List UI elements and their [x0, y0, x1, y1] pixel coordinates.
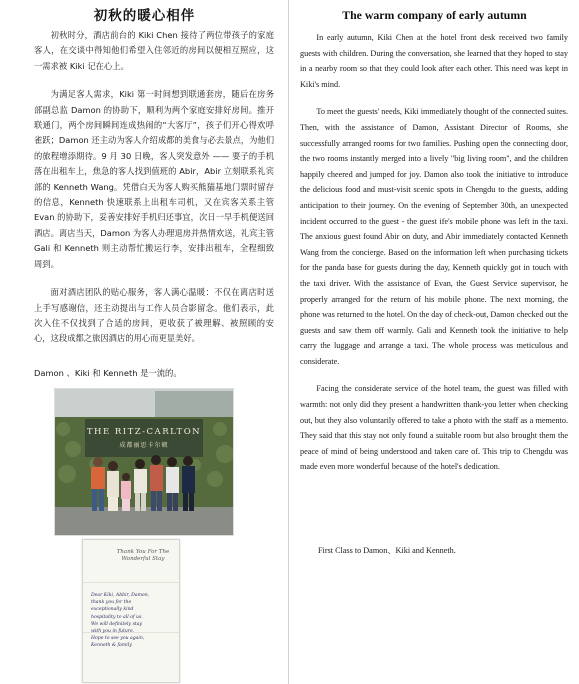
english-body	[300, 30, 568, 487]
letter-line: We will definitely stay	[91, 621, 143, 627]
thank-you-letter	[82, 539, 180, 683]
english-paragraph-1: In early autumn, Kiki Chen at the hotel front desk received two family guests with children. During the conversation, she learned that they hoped to stay in a nearby room so that they could look after each other. This need was kept in Kiki's mind.	[300, 33, 568, 89]
chinese-body	[34, 28, 274, 360]
group-photo	[54, 388, 234, 536]
letter-line: Hope to see you again,	[91, 636, 145, 642]
letter-line: Dear Kiki, Abbir, Damon,	[91, 593, 150, 598]
english-paragraph-2: To meet the guests' needs, Kiki immediately thought of the connected suites. Then, with the assistance of Damon, Assistant Director of Rooms, she successfully arranged rooms for two families. Pushing open the connecting door, the two rooms instantly merged into a lively "big living room", and the children happily cheered and jumped for joy. Damon also took the initiative to introduce the delicious food and must-visit scenic spots in Chengdu to the guests, adding anticipation to their journey. On the evening of September 30th, an unexpected incident occurred to the guest - the guest ife's mobile phone was left in the taxi. The anxious guest found Abir on duty, and Abir immediately contacted Kenneth Wang from the concierge. Based on the information left when purchasing tickets for the panda base for guests during the day, Kenneth quickly got in touch with the taxi driver. With the assistance of Evan, the Guest Service supervisor, he properly arranged for the return of his mobile phone. The next morning, the phone was returned to the hotel. On the day of check-out, Damon checked out the guests and saw them off warmly. Gali and Kenneth took the initiative to help carry the luggage and arrange a taxi. The whole process was meticulous and considerate.	[300, 107, 568, 366]
letter-line: with you in future.	[91, 629, 135, 635]
letter-line: hospitality to all of us.	[91, 614, 143, 620]
english-paragraph-3: Facing the considerate service of the hotel team, the guest was filled with warmth: not only did they present a handwritten thank-you letter when checking out, but they also voluntarily offered to take a photo with the staff as a memento. They said that this stay not only found a suitable room but also brought them the peace of mind of being understood and taken care of. This trip to Chengdu was made even more wonderful because of the hotel's dedication.	[300, 384, 568, 472]
chinese-paragraph-1: 初秋时分，酒店前台的 Kiki Chen 接待了两位带孩子的家庭客人，在交谈中得知他们希望入住邻近的房间以便相互照应，这一需求被 Kiki 记在心上。	[34, 30, 274, 71]
group-photo-illustration	[55, 389, 233, 535]
letter-fold-line	[83, 582, 179, 583]
hotel-sign-text: THE RITZ-CARLTON	[86, 427, 202, 437]
letter-line: exceptionally kind	[91, 607, 134, 613]
english-title: The warm company of early autumn	[342, 8, 527, 22]
chinese-title: 初秋的暖心相伴	[93, 8, 196, 24]
chinese-paragraph-2: 为满足客人需求，Kiki 第一时间想到联通套房，随后在房务部副总监 Damon 的协助下，顺利为两个家庭安排好房间。推开联通门，两个房间瞬间连成热闹的“大客厅”，孩子们开心得欢呼雀跃；Damon 还主动为客人介绍成都的美食与必去景点，为他们的旅程增添期待。9 月 30 日晚，客人突发意外 —— 要子的手机落在出租车上，焦急的客人找到值班的 Abir，Abir 立刻联系礼宾部的 Kenneth Wang。凭借白天为客人购买熊猫基地门票时留存的信息，Kenneth 快速联系上出租车司机，又在宾客关系主管 Evan 的协助下，妥善安排好手机归还事宜，次日一早手机便送回酒店。离店当天，Damon 为客人办理退房并热情欢送，礼宾主管 Gali 和 Kenneth 则主动帮忙搬运行李，安排出租车，全程细致周到。	[34, 89, 274, 269]
chinese-signoff: Damon 、Kiki 和 Kenneth 是一流的。	[34, 368, 182, 378]
letter-line: thank you for the	[91, 600, 132, 606]
chinese-paragraph-3: 面对酒店团队的贴心服务，客人满心温暖：不仅在离店时送上手写感谢信，还主动提出与工作人员合影留念。他们表示，此次入住不仅找到了合适的房间，更收获了被理解、被照顾的安心，这段成都之旅因酒店的用心而更显美好。	[34, 287, 274, 344]
letter-handwriting	[91, 592, 175, 650]
letter-header: Thank You For The Wonderful Stay	[116, 549, 170, 562]
english-signoff: First Class to Damon、Kiki and Kenneth.	[318, 546, 456, 555]
letter-line: Kenneth & family	[91, 643, 132, 649]
hotel-sign-chinese: 成都丽思卡尔顿	[119, 442, 169, 449]
